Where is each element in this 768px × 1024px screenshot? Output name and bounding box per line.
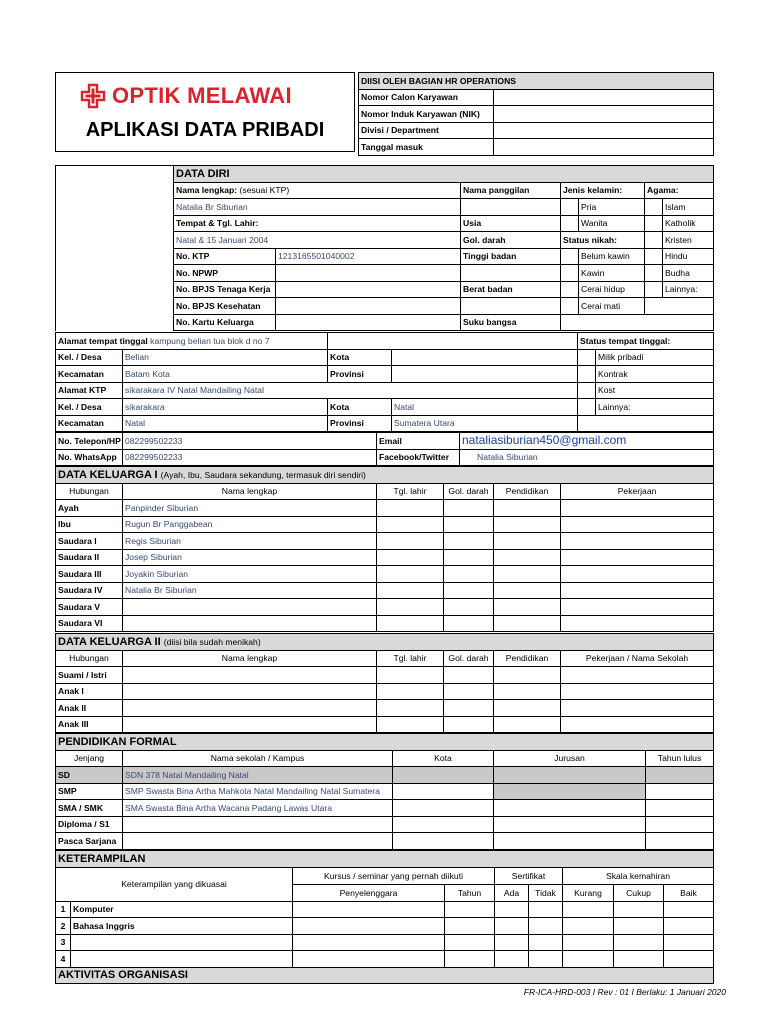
tinggi-badan-label: Tinggi badan: [461, 248, 561, 265]
bpjs-tk-field[interactable]: [276, 281, 461, 298]
telepon-field[interactable]: 082299502233: [123, 433, 377, 450]
checkbox-budha[interactable]: [645, 265, 663, 282]
hr-field-label: Nomor Induk Karyawan (NIK): [359, 106, 494, 123]
checkbox-pria[interactable]: [561, 199, 579, 216]
nama-panggilan-field[interactable]: [461, 199, 561, 216]
alamat-section: Alamat tempat tinggal kampung belian tua blok d no 7 Status tempat tinggal: Kel. / Desa Belian Kota Milik pribadi Kecamatan Batam Kota Provinsi Kontrak Alamat KTP sikarakara IV Natal Mandailing Natal Kost Kel. / Desa sikarakara Kota Natal Lainnya: Kecamatan Natal Provinsi Sumatera Utara: [55, 332, 714, 432]
table-row: Saudara III Joyakin Siburian: [56, 566, 714, 583]
cross-logo-icon: [80, 83, 106, 109]
checkbox-kawin[interactable]: [561, 265, 579, 282]
email-field[interactable]: nataliasiburian450@gmail.com: [460, 433, 714, 450]
hr-field-value[interactable]: [494, 89, 714, 106]
checkbox-cerai-hidup[interactable]: [561, 281, 579, 298]
table-row: Ibu Rugun Br Panggabean: [56, 516, 714, 533]
kk-label: No. Kartu Keluarga: [174, 314, 276, 331]
provinsi-field[interactable]: [392, 366, 578, 383]
suku-bangsa-label: Suku bangsa: [461, 314, 561, 331]
header-box: [55, 72, 355, 152]
checkbox-kontrak[interactable]: [578, 366, 596, 383]
hr-field-label: Nomor Calon Karyawan: [359, 89, 494, 106]
ttl-label: Tempat & Tgl. Lahir:: [174, 215, 461, 232]
table-row: 4: [56, 951, 714, 968]
table-row: Anak I: [56, 683, 714, 700]
keluarga2-section: DATA KELUARGA II (diisi bila sudah menikah) Hubungan Nama lengkap Tgl. lahir Gol. darah Pendidikan Pekerjaan / Nama Sekolah Suami / Istri Anak I Anak II Anak III: [55, 633, 714, 733]
agama-label: Agama:: [645, 182, 714, 199]
table-row: Anak III: [56, 716, 714, 733]
table-row: 3: [56, 934, 714, 951]
footer-code: FR-ICA-HRD-003 I Rev : 01 I Berlaku: 1 Januari 2020: [523, 987, 726, 997]
kecamatan-ktp-field[interactable]: Natal: [123, 415, 328, 432]
npwp-field[interactable]: [276, 265, 461, 282]
brand-name: OPTIK MELAWAI: [112, 83, 292, 108]
hr-field-label: Divisi / Department: [359, 122, 494, 139]
gol-darah-label: Gol. darah: [461, 232, 561, 249]
checkbox-islam[interactable]: [645, 199, 663, 216]
nama-panggilan-label: Nama panggilan: [461, 182, 561, 199]
bpjs-kes-field[interactable]: [276, 298, 461, 315]
table-row: Saudara V: [56, 599, 714, 616]
organisasi-title: AKTIVITAS ORGANISASI: [56, 967, 714, 984]
table-row: SD SDN 378 Natal Mandailing Natal: [56, 767, 714, 784]
whatsapp-field[interactable]: 082299502233: [123, 449, 377, 466]
keluarga1-title: DATA KELUARGA I: [58, 468, 158, 481]
pendidikan-title: PENDIDIKAN FORMAL: [56, 734, 714, 751]
checkbox-cerai-mati[interactable]: [561, 298, 579, 315]
checkbox-katholik[interactable]: [645, 215, 663, 232]
facebook-field[interactable]: Natalia Siburian: [460, 449, 714, 466]
table-row: Saudara IV Natalia Br Siburian: [56, 582, 714, 599]
checkbox-wanita[interactable]: [561, 215, 579, 232]
kel-desa-ktp-field[interactable]: sikarakara: [123, 399, 328, 416]
jenis-kelamin-label: Jenis kelamin:: [561, 182, 645, 199]
alamat-tinggal-field[interactable]: kampung belian tua blok d no 7: [150, 335, 270, 346]
checkbox-belum-kawin[interactable]: [561, 248, 579, 265]
ktp-field[interactable]: 1213165501040002: [276, 248, 461, 265]
status-nikah-label: Status nikah:: [561, 232, 645, 249]
alamat-ktp-field[interactable]: sikarakara IV Natal Mandailing Natal: [123, 382, 578, 399]
keluarga1-section: DATA KELUARGA I (Ayah, Ibu, Saudara sekandung, termasuk diri sendiri) Hubungan Nama lengkap Tgl. lahir Gol. darah Pendidikan Pekerjaan Ayah Panpinder Siburian Ibu Rugun Br Panggabean Saudara I Regis Siburian Saudara II Josep Siburian Saudara III Joyakin Siburian Saudara IV Natalia Br Siburian Saudara V Saudara VI: [55, 466, 714, 632]
data-diri-section: DATA DIRI Nama lengkap: (sesuai KTP) Nama panggilan Jenis kelamin: Agama: Natalia Br Siburian Pria Islam Tempat & Tgl. Lahir: Usia Wanita Katholik Natal & 15 Januari 2004 Gol. darah Status nikah: Kristen No. KTP 1213165501040002 Tinggi badan Belum kawin Hindu No. NPWP Kawin Budha No. BPJS Tenaga Kerja Berat badan Cerai hidup Lainnya: No. BPJS Kesehatan Cerai mati No. Kartu Keluarga Suku bangsa: [55, 165, 714, 331]
kk-field[interactable]: [276, 314, 461, 331]
provinsi-ktp-field[interactable]: Sumatera Utara: [392, 415, 578, 432]
ttl-field[interactable]: Natal & 15 Januari 2004: [174, 232, 461, 249]
berat-badan-label: Berat badan: [461, 281, 561, 298]
table-row: SMA / SMK SMA Swasta Bina Artha Wacana Padang Lawas Utara: [56, 800, 714, 817]
pendidikan-section: PENDIDIKAN FORMAL Jenjang Nama sekolah / Kampus Kota Jurusan Tahun lulus SD SDN 378 Natal Mandailing Natal SMP SMP Swasta Bina Artha Mahkota Natal Mandailing Natal Sumatera SMA / SMK SMA Swasta Bina Artha Wacana Padang Lawas Utara Diploma / S1 Pasca Sarjana: [55, 733, 714, 850]
kontak-section: No. Telepon/HP 082299502233 Email nataliasiburian450@gmail.com No. WhatsApp 082299502233 Facebook/Twitter Natalia Siburian: [55, 432, 714, 466]
nama-lengkap-field[interactable]: Natalia Br Siburian: [174, 199, 461, 216]
checkbox-kristen[interactable]: [645, 232, 663, 249]
table-row: Saudara II Josep Siburian: [56, 549, 714, 566]
checkbox-hindu[interactable]: [645, 248, 663, 265]
form-title: APLIKASI DATA PRIBADI: [85, 119, 325, 141]
hr-field-label: Tanggal masuk: [359, 139, 494, 156]
table-row: Saudara VI: [56, 615, 714, 632]
keluarga2-title: DATA KELUARGA II: [58, 635, 161, 648]
keterampilan-section: KETERAMPILAN Keterampilan yang dikuasai Kursus / seminar yang pernah diikuti Sertifikat Skala kemahiran Penyelenggara Tahun Ada Tidak Kurang Cukup Baik 1 Komputer 2 Bahasa Inggris 3 4 AKTIVITAS ORGANISASI: [55, 850, 714, 984]
kota-field[interactable]: [392, 349, 578, 366]
checkbox-lainnya-tinggal[interactable]: [578, 399, 596, 416]
table-row: Anak II: [56, 700, 714, 717]
kota-ktp-field[interactable]: Natal: [392, 399, 578, 416]
bpjs-tk-label: No. BPJS Tenaga Kerja: [174, 281, 276, 298]
hr-field-value[interactable]: [494, 139, 714, 156]
npwp-label: No. NPWP: [174, 265, 276, 282]
table-row: Ayah Panpinder Siburian: [56, 500, 714, 517]
table-row: Saudara I Regis Siburian: [56, 533, 714, 550]
usia-label: Usia: [461, 215, 561, 232]
checkbox-lainnya[interactable]: [645, 281, 663, 298]
table-row: 2 Bahasa Inggris: [56, 918, 714, 935]
hr-operations-box: [358, 72, 714, 156]
table-row: Pasca Sarjana: [56, 833, 714, 850]
hr-box-title: DIISI OLEH BAGIAN HR OPERATIONS: [359, 73, 714, 90]
hr-field-value[interactable]: [494, 106, 714, 123]
data-diri-title: DATA DIRI: [174, 166, 714, 183]
checkbox-kost[interactable]: [578, 382, 596, 399]
status-tinggal-label: Status tempat tinggal:: [578, 333, 714, 350]
checkbox-milik-pribadi[interactable]: [578, 349, 596, 366]
table-row: Diploma / S1: [56, 816, 714, 833]
hr-field-value[interactable]: [494, 122, 714, 139]
table-row: SMP SMP Swasta Bina Artha Mahkota Natal Mandailing Natal Sumatera: [56, 783, 714, 800]
table-row: 1 Komputer: [56, 901, 714, 918]
kecamatan-field[interactable]: Batam Kota: [123, 366, 328, 383]
kel-desa-field[interactable]: Belian: [123, 349, 328, 366]
ktp-label: No. KTP: [174, 248, 276, 265]
table-row: Suami / Istri: [56, 667, 714, 684]
keterampilan-title: KETERAMPILAN: [56, 851, 714, 868]
bpjs-kes-label: No. BPJS Kesehatan: [174, 298, 276, 315]
